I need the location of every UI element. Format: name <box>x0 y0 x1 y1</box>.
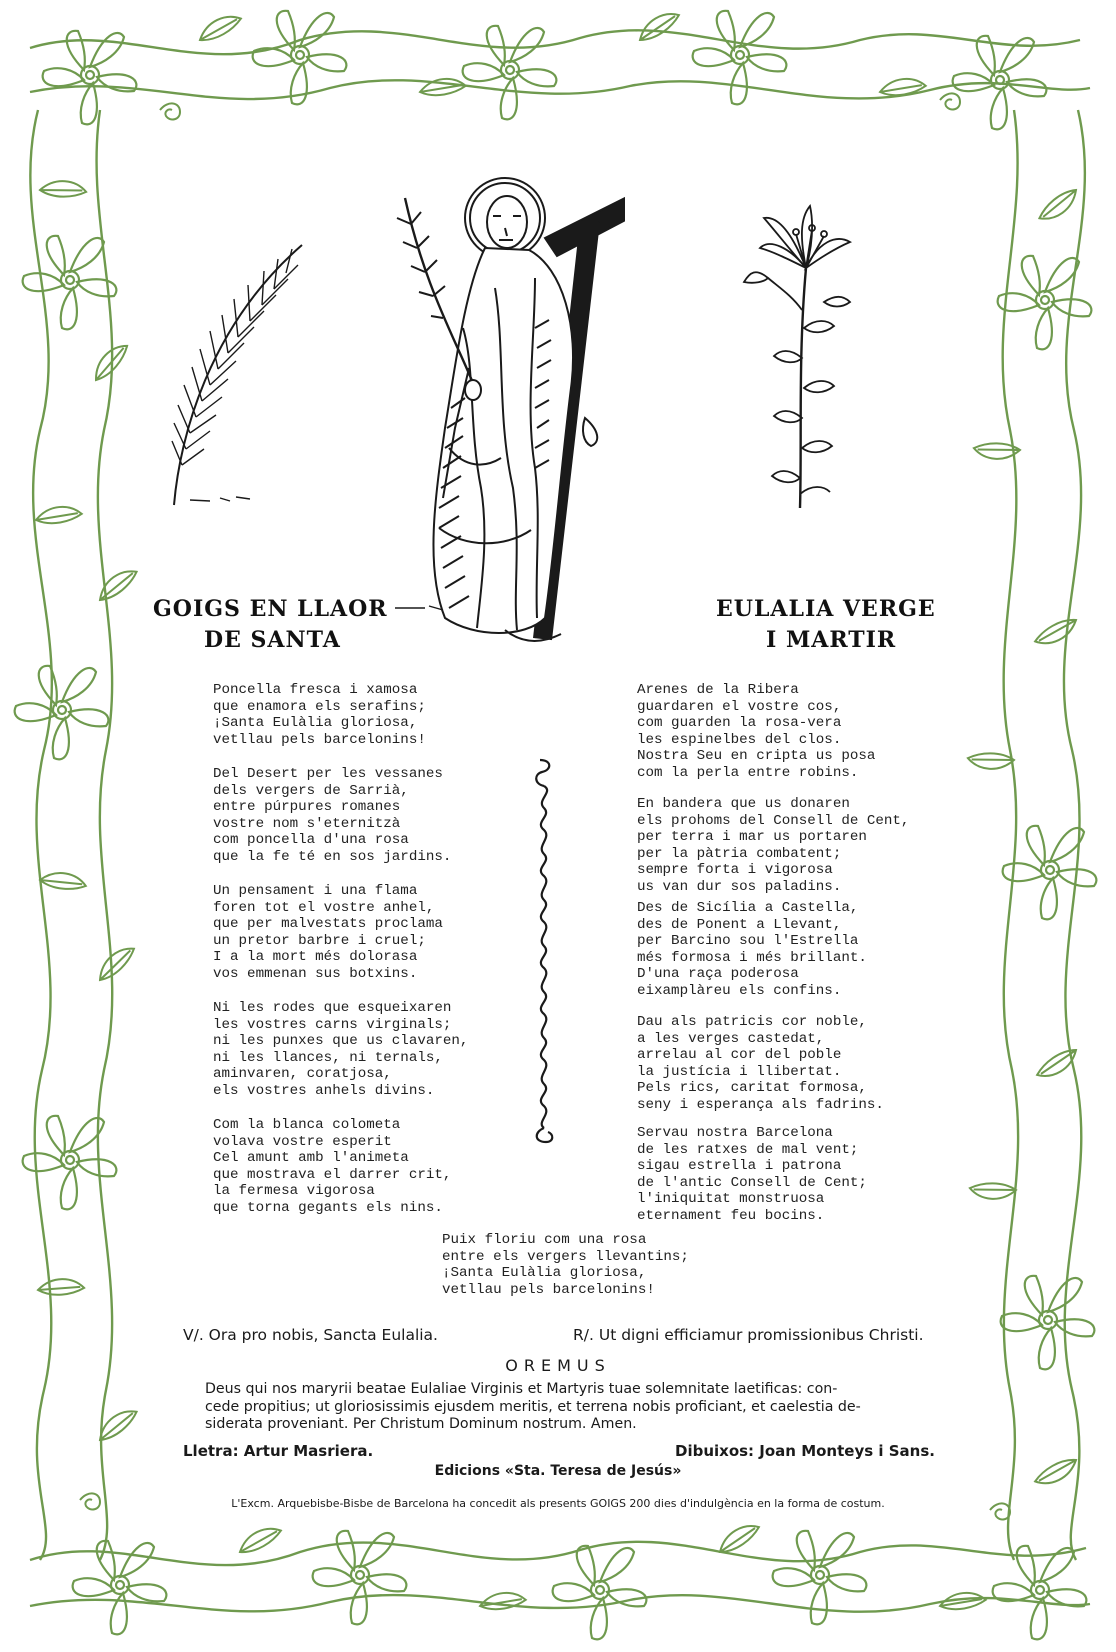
right-stanza-5 <box>637 1125 867 1225</box>
left-stanza-1 <box>213 682 426 748</box>
verse-line: entre púrpures romanes <box>213 799 401 816</box>
verse-line: ¡Santa Eulàlia gloriosa, <box>442 1265 647 1282</box>
verse-line: us van dur sos paladins. <box>637 878 842 895</box>
verse-line: Com la blanca colometa <box>213 1117 401 1133</box>
verse-line: Puix floriu com una rosa <box>442 1232 647 1248</box>
verse-line: dels vergers de Sarrià, <box>213 782 409 799</box>
verse-line: vetllau pels barcelonins! <box>442 1281 655 1298</box>
verse-line: Nostra Seu en cripta us posa <box>637 748 876 765</box>
title-right-line2: I MARTIR <box>766 627 897 653</box>
left-stanza-4 <box>213 1000 468 1100</box>
indulgence-note: L'Excm. Arquebisbe-Bisbe de Barcelona ha concedit als presents GOIGS 200 dies d'indulgència en la forma de costum. <box>231 1497 885 1510</box>
verse-line: ni les llances, ni ternals, <box>213 1049 443 1066</box>
left-stanza-3 <box>213 883 443 983</box>
oremus-heading: OREMUS <box>505 1356 611 1375</box>
verse-line: un pretor barbre i cruel; <box>213 932 426 949</box>
left-stanza-5 <box>213 1117 451 1217</box>
title-right-line1: EULALIA VERGE <box>716 596 936 622</box>
verse-line: foren tot el vostre anhel, <box>213 899 435 916</box>
verse-line: Ni les rodes que esqueixaren <box>213 1000 452 1016</box>
versicle: V/. Ora pro nobis, Sancta Eulalia. <box>183 1326 438 1344</box>
right-stanza-4 <box>637 1014 884 1114</box>
drawings-credit: Dibuixos: Joan Monteys i Sans. <box>675 1442 935 1460</box>
verse-line: que torna gegants els nins. <box>213 1199 443 1216</box>
verse-line: ni les punxes que us clavaren, <box>213 1033 469 1050</box>
title-left-line2: DE SANTA <box>204 627 341 653</box>
left-stanza-2 <box>213 766 451 866</box>
right-stanza-3 <box>637 900 867 1000</box>
verse-line: la justícia i llibertat. <box>637 1063 842 1080</box>
right-stanza-1 <box>637 682 875 782</box>
response: R/. Ut digni efficiamur promissionibus Christi. <box>573 1326 924 1344</box>
verse-line: a les verges castedat, <box>637 1030 825 1047</box>
verse-line: l'iniquitat monstruosa <box>637 1191 825 1208</box>
verse-line: com guarden la rosa-vera <box>637 715 842 732</box>
verse-line: Poncella fresca i xamosa <box>213 682 418 698</box>
verse-line: com la perla entre robins. <box>637 764 859 781</box>
verse-line: per terra i mar us portaren <box>637 829 867 846</box>
verse-line: sempre forta i vigorosa <box>637 862 833 879</box>
verse-line: la fermesa vigorosa <box>213 1183 375 1200</box>
verse-line: I a la mort més dolorasa <box>213 949 418 966</box>
verse-line: arrelau al cor del poble <box>637 1047 842 1064</box>
verse-line: ¡Santa Eulàlia gloriosa, <box>213 715 418 732</box>
right-stanza-2 <box>637 796 909 896</box>
prayer-line: Deus qui nos maryrii beatae Eulaliae Virginis et Martyris tuae solemnitate laetificas: con- <box>205 1381 838 1397</box>
palm-frond-illustration <box>170 235 310 515</box>
prayer-text <box>205 1381 917 1434</box>
verse-line: sigau estrella i patrona <box>637 1158 842 1175</box>
verse-line: entre els vergers llevantins; <box>442 1248 689 1265</box>
verse-line: des de Ponent a Llevant, <box>637 916 842 933</box>
verse-line: Servau nostra Barcelona <box>637 1125 833 1141</box>
verse-line: Del Desert per les vessanes <box>213 766 443 782</box>
verse-line: de l'antic Consell de Cent; <box>637 1174 867 1191</box>
prayer-line: cede propitius; ut gloriosissimis ejusdem meritis, et terrena nobis proficiant, et caelestia de- <box>205 1398 861 1415</box>
verse-line: guardaren el vostre cos, <box>637 698 842 715</box>
lyrics-credit: Lletra: Artur Masriera. <box>183 1442 374 1460</box>
final-stanza <box>442 1232 689 1298</box>
verse-line: eixamplàreu els confins. <box>637 982 842 999</box>
verse-line: que la fe té en sos jardins. <box>213 848 452 865</box>
verse-line: vostre nom s'eternitzà <box>213 815 401 832</box>
verse-line: per Barcino sou l'Estrella <box>637 933 859 950</box>
verse-line: per la pàtria combatent; <box>637 845 842 862</box>
verse-line: aminvaren, coratjosa, <box>213 1066 392 1083</box>
verse-line: seny i esperança als fadrins. <box>637 1096 884 1113</box>
verse-line: vos emmenan sus botxins. <box>213 965 418 982</box>
verse-line: més formosa i més brillant. <box>637 949 867 966</box>
verse-line: que enamora els serafins; <box>213 698 426 715</box>
verse-line: Arenes de la Ribera <box>637 682 799 698</box>
lily-flower-illustration <box>740 198 860 518</box>
saint-eulalia-with-cross-illustration <box>385 168 625 648</box>
verse-line: eternament feu bocins. <box>637 1207 825 1224</box>
verse-line: Dau als patricis cor noble, <box>637 1014 867 1030</box>
publisher-credit: Edicions «Sta. Teresa de Jesús» <box>434 1463 682 1479</box>
verse-line: els vostres anhels divins. <box>213 1082 435 1099</box>
ornamental-vertical-divider <box>530 756 560 1146</box>
verse-line: Pels rics, caritat formosa, <box>637 1080 867 1097</box>
verse-line: volava vostre esperit <box>213 1133 392 1150</box>
verse-line: D'una raça poderosa <box>637 966 799 983</box>
verse-line: Cel amunt amb l'animeta <box>213 1150 409 1167</box>
prayer-line: siderata proveniant. Per Christum Dominum nostrum. Amen. <box>205 1416 637 1432</box>
verse-line: Un pensament i una flama <box>213 883 418 899</box>
verse-line: com poncella d'una rosa <box>213 832 409 849</box>
verse-line: les espinelbes del clos. <box>637 731 842 748</box>
verse-line: les vostres carns virginals; <box>213 1016 452 1033</box>
verse-line: que per malvestats proclama <box>213 916 443 933</box>
verse-line: vetllau pels barcelonins! <box>213 731 426 748</box>
title-left-line1: GOIGS EN LLAOR <box>153 596 388 622</box>
verse-line: En bandera que us donaren <box>637 796 850 812</box>
verse-line: Des de Sicília a Castella, <box>637 900 859 916</box>
verse-line: els prohoms del Consell de Cent, <box>637 812 910 829</box>
verse-line: que mostrava el darrer crit, <box>213 1166 452 1183</box>
verse-line: de les ratxes de mal vent; <box>637 1141 859 1158</box>
